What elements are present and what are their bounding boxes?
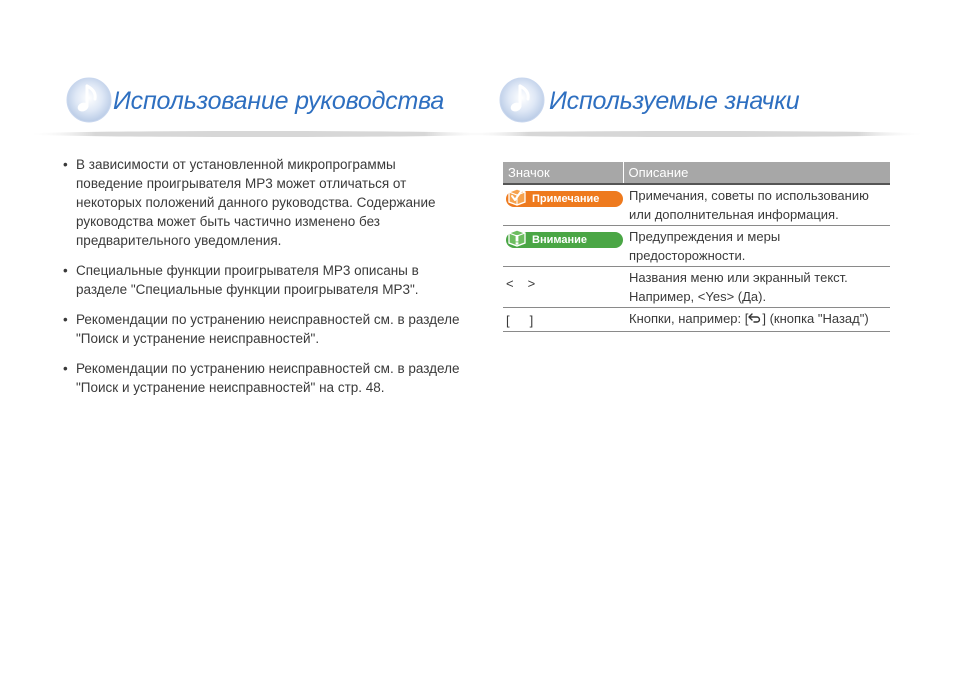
- warning-badge-label: Внимание: [532, 233, 587, 246]
- icon-cell: [503, 184, 623, 226]
- table-row: [503, 267, 890, 308]
- music-note-icon: [65, 74, 117, 126]
- column-header-icon: Значок: [503, 162, 623, 184]
- description-cell: Примечания, советы по использованию или дополнительная информация.: [623, 184, 890, 226]
- symbol-close: >: [527, 276, 536, 291]
- icon-cell: [503, 226, 623, 267]
- warning-badge: [506, 232, 623, 248]
- description-cell: Предупреждения и меры предосторожности.: [623, 226, 890, 267]
- symbol-close: ]: [529, 313, 534, 328]
- table-row: [503, 184, 890, 226]
- title-underline: [458, 131, 928, 141]
- description-cell: Названия меню или экранный текст. Например, <Yes> (Да).: [623, 267, 890, 308]
- list-item-text: Рекомендации по устранению неисправностей см. в разделе "Поиск и устранение неисправностей" на стр. 48.: [76, 361, 460, 395]
- list-item: [63, 261, 463, 299]
- list-item: [63, 310, 463, 348]
- table-row: [503, 308, 890, 332]
- symbol-open: [: [506, 313, 510, 328]
- icon-cell: [503, 308, 623, 332]
- bullet-marker: •: [63, 263, 68, 278]
- list-item-text: Специальные функции проигрывателя MP3 описаны в разделе "Специальные функции проигрывателя MP3".: [76, 263, 419, 297]
- table-row: [503, 226, 890, 267]
- list-item-text: В зависимости от установленной микропрограммы поведение проигрывателя MP3 может отличаться от некоторых положений данного руководства. Содержание руководства может быть частично изменено без предварительного уведомления.: [76, 157, 436, 248]
- bullet-marker: •: [63, 361, 68, 376]
- list-item: [63, 155, 463, 250]
- bullet-marker: •: [63, 312, 68, 327]
- warning-exclamation-icon: [506, 226, 528, 248]
- section-title: Использование руководства: [113, 87, 445, 115]
- icon-cell: [503, 267, 623, 308]
- list-item-text: Рекомендации по устранению неисправностей см. в разделе "Поиск и устранение неисправностей".: [76, 312, 460, 346]
- usage-notes-list: [63, 155, 463, 408]
- description-cell: [623, 308, 890, 332]
- bullet-marker: •: [63, 157, 68, 172]
- left-section-header: [65, 74, 465, 144]
- symbol-open: <: [506, 276, 514, 291]
- note-check-icon: [506, 185, 528, 207]
- title-underline: [25, 131, 495, 141]
- note-badge: [506, 191, 623, 207]
- note-badge-label: Примечание: [532, 192, 600, 205]
- section-title: Используемые значки: [549, 87, 800, 115]
- list-item: [63, 359, 463, 397]
- column-header-description: Описание: [623, 162, 890, 184]
- square-brackets-symbol: [506, 309, 533, 330]
- table-header-row: [503, 162, 890, 184]
- right-section-header: [498, 74, 908, 144]
- music-note-icon: [498, 74, 550, 126]
- description-text-before: Кнопки, например: [: [629, 311, 749, 326]
- angle-brackets-symbol: [506, 268, 535, 293]
- back-arrow-icon: [748, 312, 762, 324]
- icons-table: [503, 162, 890, 332]
- description-text-after: ] (кнопка "Назад"): [762, 311, 869, 326]
